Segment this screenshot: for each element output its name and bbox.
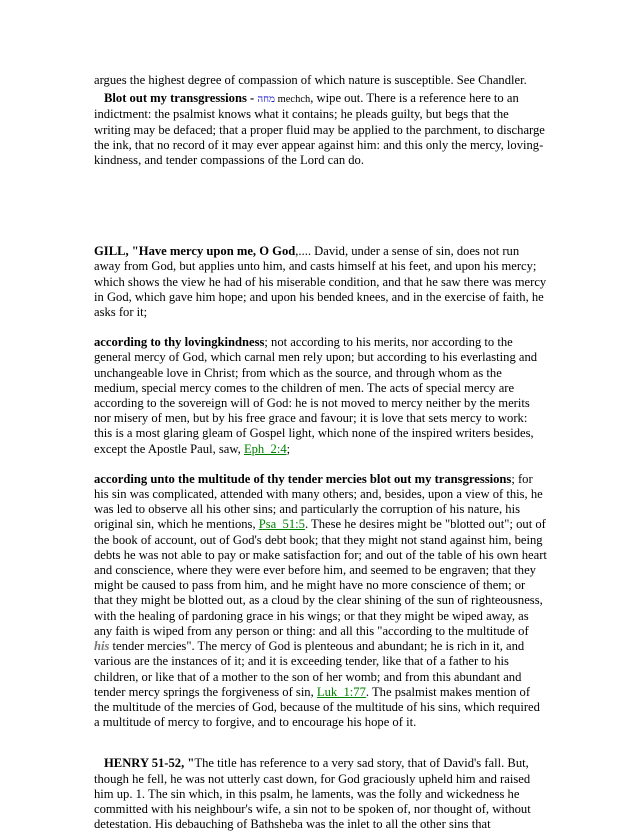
henry-heading: HENRY 51-52, " (104, 756, 195, 771)
paragraph-spacer (94, 457, 547, 472)
paragraph-spacer (94, 320, 547, 335)
gill-body: ,.... David, under a sense of sin, does not run away from God, but applies unto him, and casts himself at his feet, and upon his mercy; which shows the view he had of his miserable condition, and that he saw there was mercy in God, which gave him hope; and upon his bended knees, and in the exercise of faith, he asks for it; (94, 244, 547, 320)
paragraph-lovingkindness (94, 335, 547, 457)
paragraph-henry (94, 756, 547, 832)
tender-mercies-body-3: tender mercies". The mercy of God is plenteous and abundant; he is rich in it, and various are the instances of it; and it is exceeding tender, like that of a father to his children, or like that of a mother to the son of her womb; and from this abundant and tender mercy springs the forgiveness of sin, (94, 639, 525, 699)
lovingkindness-body: ; not according to his merits, nor according to the general mercy of God, which carnal men rely upon; but according to his everlasting and unchangeable love in Christ; from which as the source, and through whom as the medium, special mercy comes to the children of men. The acts of special mercy are according to the sovereign will of God: he is not moved to mercy neither by the merits nor misery of men, but by his free grace and favour; it is love that sets mercy to work: this is a most glaring gleam of Gospel light, which none of the inspired writers besides, except the Apostle Paul, saw, (94, 335, 538, 456)
lovingkindness-heading: according to thy lovingkindness (94, 335, 265, 350)
ref-link-luk[interactable]: Luk_1:77 (316, 684, 366, 699)
tender-mercies-heading: according unto the multitude of thy tender mercies blot out my transgressions (94, 471, 512, 486)
intro-text: argues the highest degree of compassion of which nature is susceptible. See Chandler. (94, 73, 527, 87)
henry-body: The title has reference to a very sad story, that of David's fall. But, though he fell, he was not utterly cast down, for God graciously upheld him and raised him up. 1. The sin which, in this psalm, he laments, was the folly and wickedness he committed with his neighbour's wife, a sin not to be spoken of, nor thought of, without detestation. His debauching of Bathsheba was the inlet to all the other sins that (94, 756, 531, 832)
lovingkindness-end: ; (286, 441, 291, 456)
paragraph-gill (94, 244, 547, 320)
gill-heading: GILL, "Have mercy upon me, O God (94, 244, 296, 259)
ref-link-psa[interactable]: Psa_51:5 (258, 517, 305, 532)
emphasis-his: his (94, 639, 110, 654)
paragraph-blot-out (94, 91, 547, 168)
transliteration: mechch (274, 94, 311, 106)
tender-mercies-body-2: . These he desires might be "blotted out"; out of the book of account, out of God's debt book; that they might not stand against him, being debts he was not able to pay or make satisfaction for; and out of the table of his own heart and conscience, where they were ever before him, and seemed to be engraven; that they might be caused to pass from him, and he might have no more conscience of them; or that they might be blotted out, as a cloud by the clear shining of the sun of righteousness, with the healing of pardoning grace in his wings; or that they might be wiped away, as any faith is wiped from any person or thing: and all this "according to the multitude of (94, 517, 547, 638)
hebrew-word: מחה (257, 94, 275, 106)
blot-out-heading: Blot out my transgressions - (104, 91, 258, 106)
section-spacer (94, 730, 547, 756)
paragraph-tender-mercies (94, 472, 547, 730)
tender-mercies-body-4: . The psalmist makes mention of the multitude of the mercies of God, because of the multitude of his sins, which required a multitude of mercy to forgive, and to encourage his hope of it. (94, 684, 540, 730)
ref-link-eph[interactable]: Eph_2:4 (243, 441, 287, 456)
tender-mercies-body-1: ; for his sin was complicated, attended with many others; and, besides, upon a view of this, he was led to observe all his other sins; and particularly the corruption of his nature, his original sin, which he mentions, (94, 471, 543, 532)
blot-out-body: , wipe out. There is a reference here to an indictment: the psalmist knows what it contains; he pleads guilty, but begs that the writing may be defaced; that a proper fluid may be applied to the parchment, to discharge the ink, that no record of it may ever appear against him: and this only the mercy, loving-kindness, and tender compassions of the Lord can do. (94, 91, 545, 168)
paragraph-intro (94, 73, 547, 88)
section-spacer (94, 168, 547, 244)
